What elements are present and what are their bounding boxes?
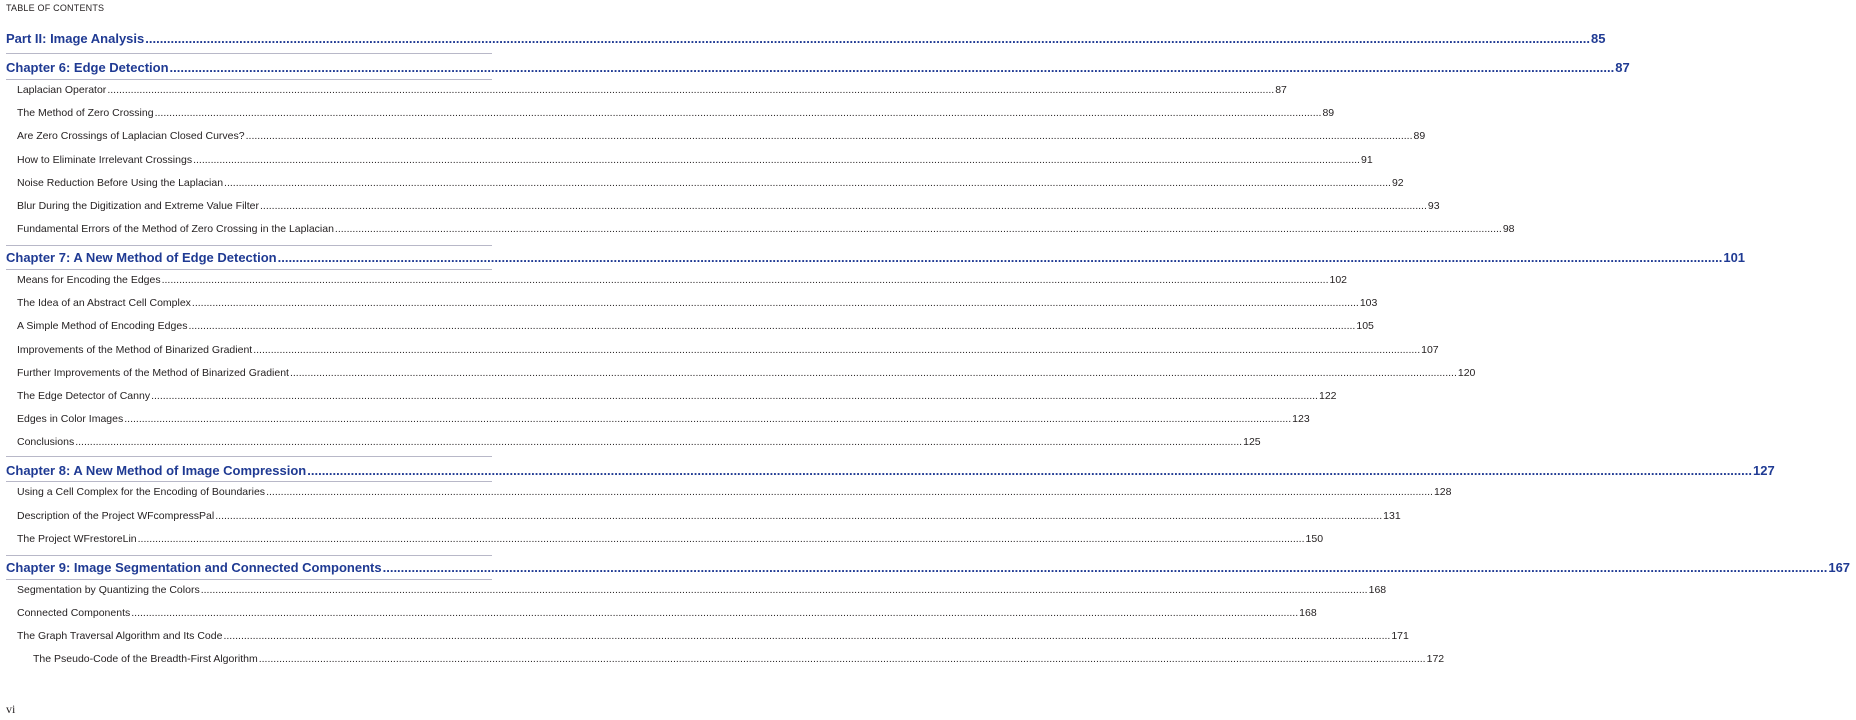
toc-entry-title: Chapter 6: Edge Detection (6, 60, 169, 75)
toc-entry-page-number: 171 (1391, 630, 1409, 642)
toc-entry-page-number: 125 (1243, 436, 1261, 448)
toc-entry-chapter[interactable] (0, 250, 1746, 265)
divider-rule (6, 456, 492, 457)
toc-entry-page-number: 127 (1752, 463, 1775, 478)
toc-entry-chapter[interactable] (0, 60, 1630, 75)
toc-entry-page-number: 91 (1360, 154, 1373, 166)
toc-entry-title: Chapter 7: A New Method of Edge Detection (6, 250, 277, 265)
divider-rule (6, 53, 492, 54)
toc-entry-section[interactable] (0, 533, 1324, 545)
toc-entry-page-number: 89 (1322, 107, 1335, 119)
toc-entry-part[interactable] (0, 31, 1606, 46)
toc-entry-section[interactable] (0, 84, 1287, 96)
toc-entry-section[interactable] (0, 390, 1337, 402)
toc-entry-title: The Method of Zero Crossing (17, 107, 154, 119)
toc-entry-page-number: 87 (1275, 84, 1287, 96)
dot-leader: ................................................................................................................................................................................................................................................................................................................................................................................................................ (334, 223, 1502, 235)
dot-leader: ................................................................................................................................................................................................................................................................................................................................................................................................................ (260, 200, 1427, 212)
toc-entry-title: Laplacian Operator (17, 84, 107, 96)
toc-entry-page-number: 92 (1391, 177, 1404, 189)
toc-entry-page-number: 128 (1433, 486, 1452, 498)
toc-entry-title: Improvements of the Method of Binarized Gradient (17, 344, 253, 356)
dot-leader: ................................................................................................................................................................................................................................................................................................................................................................................................................ (193, 154, 1360, 166)
dot-leader: ................................................................................................................................................................................................................................................................................................................................................................................................................ (188, 320, 1356, 332)
dot-leader: ................................................................................................................................................................................................................................................................................................................................................................................................................ (245, 130, 1413, 142)
toc-entry-section[interactable] (0, 107, 1335, 119)
dot-leader: ................................................................................................................................................................................................................................................................................................................................................................................................................ (289, 367, 1457, 379)
toc-entry-page-number: 89 (1413, 130, 1426, 142)
dot-leader: ................................................................................................................................................................................................................................................................................................................................................................................................................ (223, 630, 1391, 642)
divider-rule (6, 269, 492, 270)
dot-leader: ................................................................................................................................................................................................................................................................................................................................................................................................................ (137, 533, 1305, 545)
toc-entry-section[interactable] (0, 130, 1426, 142)
toc-entry-page-number: 167 (1828, 560, 1851, 575)
divider-rule (6, 579, 492, 580)
toc-entry-section[interactable] (0, 607, 1317, 619)
toc-entry-section[interactable] (0, 274, 1348, 286)
toc-entry-page-number: 105 (1356, 320, 1374, 332)
toc-entry-title: Blur During the Digitization and Extreme Value Filter (17, 200, 259, 212)
dot-leader: ................................................................................................................................................................................................................................................................................................................................................................................................................ (191, 297, 1359, 309)
toc-entry-page-number: 168 (1299, 607, 1317, 619)
toc-entry-page-number: 172 (1426, 653, 1445, 665)
toc-entry-title: Fundamental Errors of the Method of Zero Crossing in the Laplacian (17, 223, 334, 235)
toc-entry-title: Noise Reduction Before Using the Laplacian (17, 177, 224, 189)
toc-entry-page-number: 123 (1292, 413, 1310, 425)
divider-rule (6, 555, 492, 556)
toc-entry-title: Connected Components (17, 607, 131, 619)
toc-entry-section[interactable] (0, 320, 1374, 332)
toc-entry-page-number: 85 (1590, 31, 1606, 46)
toc-entry-section[interactable] (0, 200, 1440, 212)
dot-leader: ................................................................................................................................................................................................................................................................................................................................................................................................................ (169, 60, 1615, 75)
toc-entry-page-number: 120 (1457, 367, 1476, 379)
dot-leader: ................................................................................................................................................................................................................................................................................................................................................................................................................ (266, 486, 1433, 498)
toc-entry-title: Chapter 9: Image Segmentation and Connected Components (6, 560, 382, 575)
divider-rule (6, 79, 492, 80)
toc-entry-section[interactable] (0, 510, 1401, 522)
toc-entry-section[interactable] (0, 630, 1409, 642)
page-number-folio: vi (6, 702, 16, 716)
toc-entry-section[interactable] (0, 223, 1515, 235)
toc-entry-title: Means for Encoding the Edges (17, 274, 161, 286)
toc-entry-chapter[interactable] (0, 560, 1851, 575)
toc-entry-section[interactable] (0, 344, 1439, 356)
divider-rule (6, 481, 492, 482)
toc-entry-page-number: 122 (1318, 390, 1337, 402)
toc-entry-page-number: 168 (1368, 584, 1387, 596)
dot-leader: ................................................................................................................................................................................................................................................................................................................................................................................................................ (307, 463, 1752, 478)
dot-leader: ................................................................................................................................................................................................................................................................................................................................................................................................................ (253, 344, 1421, 356)
dot-leader: ................................................................................................................................................................................................................................................................................................................................................................................................................ (131, 607, 1299, 619)
toc-entry-section[interactable] (0, 413, 1310, 425)
toc-entry-page-number: 93 (1427, 200, 1440, 212)
toc-entry-page-number: 103 (1359, 297, 1378, 309)
toc-entry-title: Description of the Project WFcompressPal (17, 510, 215, 522)
toc-entry-title: The Graph Traversal Algorithm and Its Code (17, 630, 223, 642)
toc-entry-title: Conclusions (17, 436, 75, 448)
dot-leader: ................................................................................................................................................................................................................................................................................................................................................................................................................ (124, 413, 1292, 425)
toc-entry-title: How to Eliminate Irrelevant Crossings (17, 154, 193, 166)
toc-entry-page-number: 131 (1383, 510, 1401, 522)
divider-rule (6, 245, 492, 246)
toc-entry-title: Segmentation by Quantizing the Colors (17, 584, 200, 596)
dot-leader: ................................................................................................................................................................................................................................................................................................................................................................................................................ (200, 584, 1368, 596)
toc-entry-section[interactable] (0, 177, 1404, 189)
dot-leader: ................................................................................................................................................................................................................................................................................................................................................................................................................ (151, 390, 1318, 402)
dot-leader: ................................................................................................................................................................................................................................................................................................................................................................................................................ (224, 177, 1391, 189)
dot-leader: ................................................................................................................................................................................................................................................................................................................................................................................................................ (258, 653, 1426, 665)
toc-entry-section[interactable] (0, 367, 1476, 379)
toc-entry-title: A Simple Method of Encoding Edges (17, 320, 188, 332)
toc-entry-section[interactable] (0, 154, 1373, 166)
toc-entry-page-number: 102 (1329, 274, 1348, 286)
toc-entry-page-number: 107 (1421, 344, 1439, 356)
toc-entry-page-number: 101 (1723, 250, 1746, 265)
running-head: TABLE OF CONTENTS (6, 3, 105, 13)
toc-entry-subsection[interactable] (0, 653, 1445, 665)
toc-entry-title: Part II: Image Analysis (6, 31, 145, 46)
toc-entry-section[interactable] (0, 486, 1452, 498)
toc-entry-title: The Idea of an Abstract Cell Complex (17, 297, 191, 309)
toc-entry-page-number: 150 (1305, 533, 1324, 545)
dot-leader: ................................................................................................................................................................................................................................................................................................................................................................................................................ (145, 31, 1590, 46)
dot-leader: ................................................................................................................................................................................................................................................................................................................................................................................................................ (215, 510, 1383, 522)
toc-entry-section[interactable] (0, 297, 1378, 309)
toc-entry-page-number: 87 (1615, 60, 1630, 75)
dot-leader: ................................................................................................................................................................................................................................................................................................................................................................................................................ (107, 84, 1275, 96)
toc-entry-title: Chapter 8: A New Method of Image Compression (6, 463, 307, 478)
toc-entry-title: The Project WFrestoreLin (17, 533, 137, 545)
dot-leader: ................................................................................................................................................................................................................................................................................................................................................................................................................ (154, 107, 1322, 119)
dot-leader: ................................................................................................................................................................................................................................................................................................................................................................................................................ (277, 250, 1723, 265)
toc-entry-chapter[interactable] (0, 463, 1775, 478)
toc-entry-page-number: 98 (1502, 223, 1515, 235)
dot-leader: ................................................................................................................................................................................................................................................................................................................................................................................................................ (161, 274, 1329, 286)
toc-entry-title: The Edge Detector of Canny (17, 390, 151, 402)
toc-entry-title: Using a Cell Complex for the Encoding of Boundaries (17, 486, 266, 498)
toc-entry-title: Further Improvements of the Method of Binarized Gradient (17, 367, 289, 379)
toc-entry-section[interactable] (0, 584, 1387, 596)
toc-entry-title: Edges in Color Images (17, 413, 124, 425)
dot-leader: ................................................................................................................................................................................................................................................................................................................................................................................................................ (75, 436, 1243, 448)
toc-entry-section[interactable] (0, 436, 1261, 448)
toc-entry-title: The Pseudo-Code of the Breadth-First Algorithm (33, 653, 258, 665)
dot-leader: ................................................................................................................................................................................................................................................................................................................................................................................................................ (382, 560, 1828, 575)
toc-entry-title: Are Zero Crossings of Laplacian Closed Curves? (17, 130, 245, 142)
